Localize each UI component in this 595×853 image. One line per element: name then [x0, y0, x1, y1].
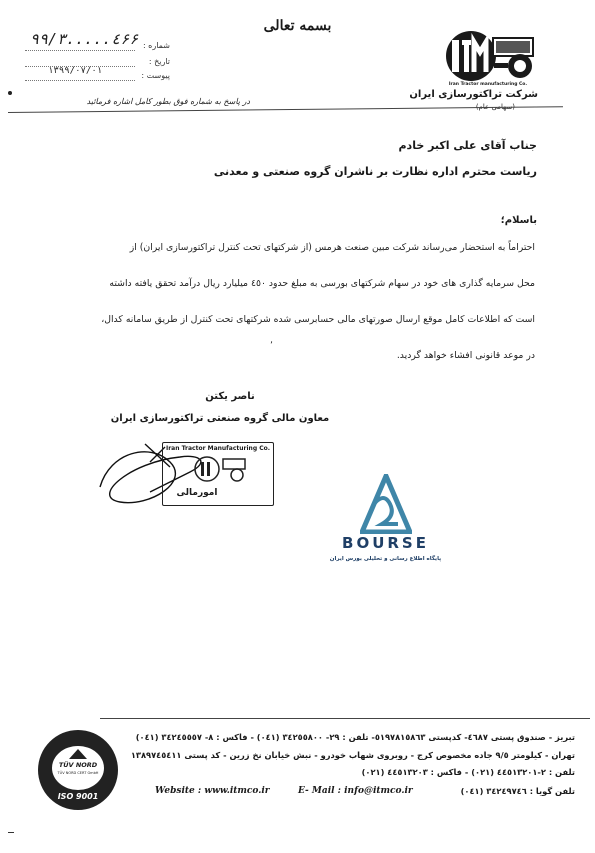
- signer-name: ناصر یکتن: [205, 391, 255, 402]
- company-logo: [438, 30, 538, 90]
- footer-tehran-address: تهران - کیلومتر ٩/٥ جاده مخصوص کرج - روبروی شهاب خودرو - نبش خیابان نخ زرین - کد پستی ١٣٨٩٧٤٥٤١١: [130, 750, 575, 760]
- body-line-4: در موعد قانونی افشاء خواهد گردید.: [396, 350, 535, 361]
- company-name: شرکت تراکتورسازی ایران: [409, 89, 538, 100]
- date-label: تاریخ :: [148, 57, 170, 66]
- body-line-2: محل سرمایه گذاری های خود در سهام شرکتهای بورسی به مبلغ حدود ٤٥٠ میلیارد ریال درآمد تحقق یافته داشته: [109, 278, 535, 289]
- footer-website[interactable]: Website : www.itmco.ir: [155, 786, 270, 796]
- punch-mark: [8, 91, 12, 95]
- company-type: (سهامی عام): [475, 103, 515, 111]
- signature-stamp-area: [90, 432, 290, 512]
- number-value: ٤.....٩٩/٣۶۶: [30, 30, 139, 48]
- footer-tabriz-address: تبریز - صندوق پستی ٤٦٨٧- کدپستی ٥١٩٧٨١٥٨٦٣- تلفن : ٢٩- ٣٤٢٥٥٨٠٠ (٠٤١) - فاکس : ٨- ٣٤٢٤٥٥٥٧ (٠٤١): [135, 732, 575, 742]
- stamp-company: Iran Tractor Manufacturing Co.: [165, 445, 271, 452]
- attachment-label: پیوست :: [141, 71, 170, 80]
- itmco-logo-icon: [438, 30, 538, 82]
- number-underline: [25, 50, 135, 51]
- number-label: شماره :: [142, 41, 170, 50]
- bourse-triangle-icon: [360, 474, 412, 534]
- footer-divider: [100, 718, 590, 719]
- bourse-caption: پایگاه اطلاع رسانی و تحلیلی بورس ایران: [329, 556, 442, 562]
- reference-note: در پاسخ به شماره فوق بطور کامل اشاره فرمائید: [86, 97, 250, 106]
- footer-tehran-phone: تلفن : ٢-٤٤٥١٣٢٠١ (٠٢١) - فاکس : ٤٤٥١٣٢٠٣ (٠٢١): [361, 767, 575, 777]
- page-edge-mark: [8, 832, 14, 833]
- company-stamp: [162, 442, 274, 506]
- letter-body: [55, 238, 535, 366]
- tuv-iso-label: ISO 9001: [57, 792, 99, 801]
- bourse-brand: BOURSE: [342, 534, 429, 552]
- stamp-logo-icon: [193, 455, 249, 483]
- tuv-badge-inner: [52, 746, 104, 790]
- greeting: باسلام؛: [500, 215, 537, 226]
- body-line-3: است که اطلاعات کامل موقع ارسال صورتهای مالی حسابرسی شده شرکتهای تحت کنترل از طریق سامانه کدال،: [101, 314, 535, 325]
- body-line-1: احتراماً به استحضار می‌رساند شرکت مبین صنعت هرمس (از شرکتهای تحت کنترل تراکتورسازی ایران) از: [129, 242, 535, 253]
- stray-mark: ٬: [270, 341, 273, 351]
- signer-title: معاون مالی گروه صنعتی تراکتورسازی ایران: [110, 413, 330, 424]
- tuv-sub: TÜV NORD CERT GmbH: [57, 771, 99, 775]
- stamp-department: امورمالی: [176, 488, 218, 498]
- logo-caption: Iran Tractor manufacturing Co.: [448, 82, 528, 87]
- tuv-triangle-icon: [68, 748, 88, 760]
- bourse-watermark: [328, 474, 443, 574]
- attachment-underline: [25, 80, 135, 81]
- tuv-iso-badge: [38, 730, 118, 810]
- date-value: ۱۳۹۹/۰۷/۰۱: [48, 66, 103, 76]
- recipient-title: ریاست محترم اداره نظارت بر ناشران گروه صنعتی و معدنی: [213, 165, 537, 178]
- bismillah-heading: بسمه تعالی: [263, 18, 332, 34]
- recipient-name: جناب آقای علی اکبر خادم: [398, 139, 537, 152]
- tuv-brand: TÜV NORD: [58, 761, 98, 769]
- footer-email[interactable]: E- Mail : info@itmco.ir: [298, 786, 413, 796]
- footer-ivr-phone: تلفن گویا : ٣٤٢٤٩٧٤٦ (٠٤١): [460, 786, 575, 796]
